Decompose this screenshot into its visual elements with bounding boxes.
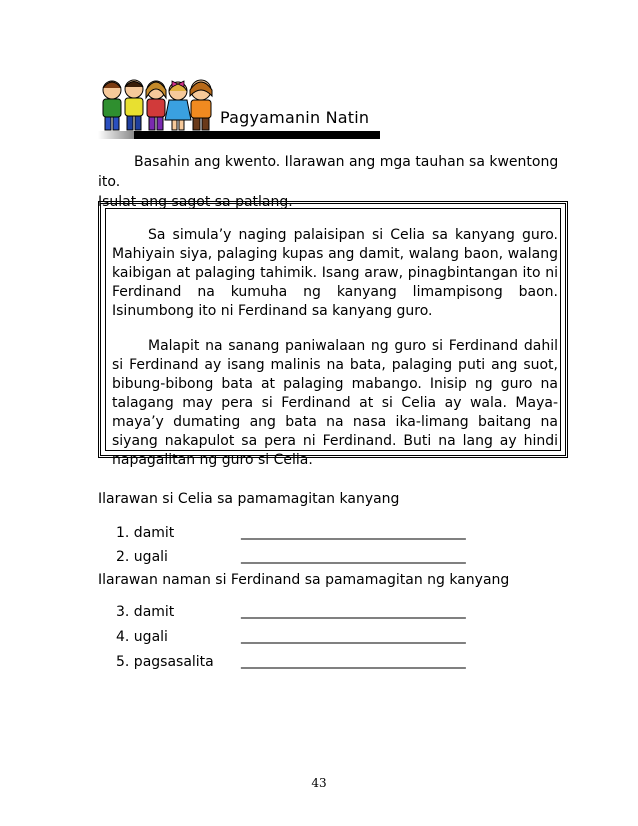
- item-3-label: 3. damit: [116, 604, 175, 620]
- item-4-answer-blank[interactable]: __________________________________: [241, 628, 466, 644]
- title-bar-gradient: [98, 131, 134, 139]
- item-5-label: 5. pagsasalita: [116, 654, 214, 670]
- ferdinand-prompt: Ilarawan naman si Ferdinand sa pamamagitan ng kanyang: [98, 572, 510, 588]
- instruction-line-1: Basahin ang kwento. Ilarawan ang mga tauhan sa kwentong ito.: [98, 154, 559, 190]
- instruction-line-2: Isulat ang sagot sa patlang.: [98, 194, 293, 210]
- item-2-answer-blank[interactable]: __________________________________: [241, 548, 466, 564]
- page-number: 43: [311, 776, 327, 790]
- celia-prompt: Ilarawan si Celia sa pamamagitan kanyang: [98, 491, 400, 507]
- section-title: Pagyamanin Natin: [220, 108, 370, 127]
- item-4-label: 4. ugali: [116, 629, 168, 645]
- story-paragraph-2: Malapit na sanang paniwalaan ng guro si Ferdinand dahil si Ferdinand ay isang malinis na bata, palaging puti ang suot, bibung-bibong bata at palaging mabango. Inisip ng guro na talagang may pera si Ferdinand at si Celia ay wala. Maya-maya’y dumating ang bata na nasa ika-limang baitang na siyang nakapulot sa pera ni Ferdinand. Buti na lang ay hindi napagalitan ng guro si Celia.: [112, 338, 558, 468]
- item-2-label: 2. ugali: [116, 549, 168, 565]
- item-5-answer-blank[interactable]: __________________________________: [241, 653, 466, 669]
- item-3-answer-blank[interactable]: __________________________________: [241, 603, 466, 619]
- item-1-label: 1. damit: [116, 525, 175, 541]
- title-underline-bar: [98, 131, 380, 139]
- story-paragraph-1: Sa simula’y naging palaisipan si Celia sa kanyang guro. Mahiyain siya, palaging kupas ang damit, walang baon, walang kaibigan at palaging tahimik. Isang araw, pinagbintangan ito ni Ferdinand na kumuha ng kanyang limampisong baon. Isinumbong ito ni Ferdinand sa kanyang guro.: [112, 227, 558, 319]
- item-1-answer-blank[interactable]: __________________________________: [241, 524, 466, 540]
- story-text: [112, 226, 558, 486]
- children-group-icon: [98, 76, 216, 134]
